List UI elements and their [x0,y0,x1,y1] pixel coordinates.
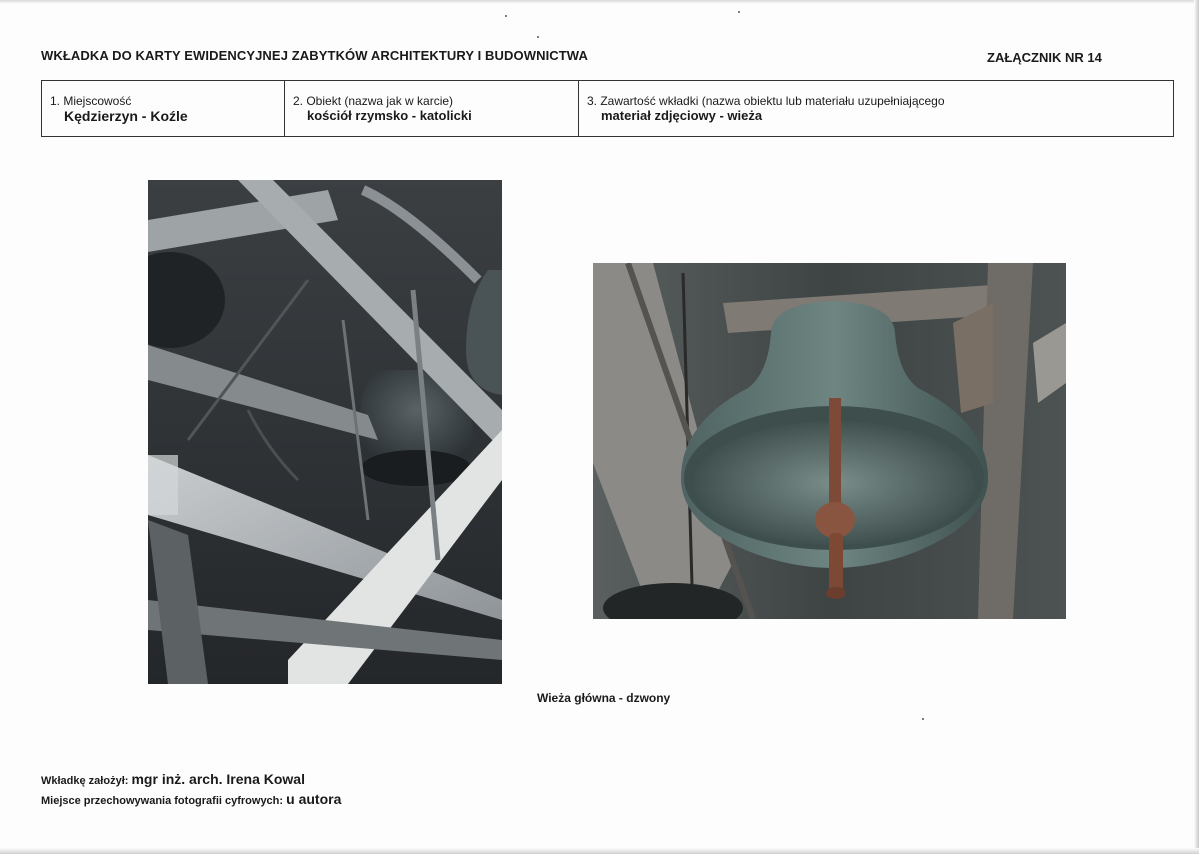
photo-bronze-bell-image [593,263,1066,619]
scan-edge-top [0,0,1199,4]
object-label: 2. Obiekt (nazwa jak w karcie) [293,94,454,108]
locality-label: 1. Miejscowość [50,94,132,108]
storage-value: u autora [286,791,342,807]
photo-bronze-bell [593,263,1066,619]
info-cell-contents [579,81,1173,136]
scan-speck [738,11,740,13]
scan-edge-bottom [0,848,1199,854]
scan-speck [922,718,924,720]
scan-edge-right [1194,0,1199,854]
photo-bell-beams-image [148,180,502,684]
contents-value: materiał zdjęciowy - wieża [601,108,763,123]
photo-bell-beams [148,180,502,684]
info-cell-locality [42,81,285,136]
annex-number: ZAŁĄCZNIK NR 14 [987,50,1102,65]
contents-label: 3. Zawartość wkładki (nazwa obiektu lub materiału uzupełniającego [587,94,945,108]
author-value: mgr inż. arch. Irena Kowal [131,771,305,787]
author-label: Wkładkę założył: [41,775,129,787]
document-title: WKŁADKA DO KARTY EWIDENCYJNEJ ZABYTKÓW ARCHITEKTURY I BUDOWNICTWA [41,48,588,63]
scan-speck [505,15,507,17]
scan-speck [537,36,539,38]
footer-storage [41,791,341,807]
object-value: kościół rzymsko - katolicki [307,108,472,123]
info-table [41,80,1174,137]
info-cell-object [285,81,579,136]
photo-caption: Wieża główna - dzwony [537,691,671,705]
footer-author [41,771,305,787]
storage-label: Miejsce przechowywania fotografii cyfrowych: [41,795,284,807]
locality-value: Kędzierzyn - Koźle [64,108,188,124]
